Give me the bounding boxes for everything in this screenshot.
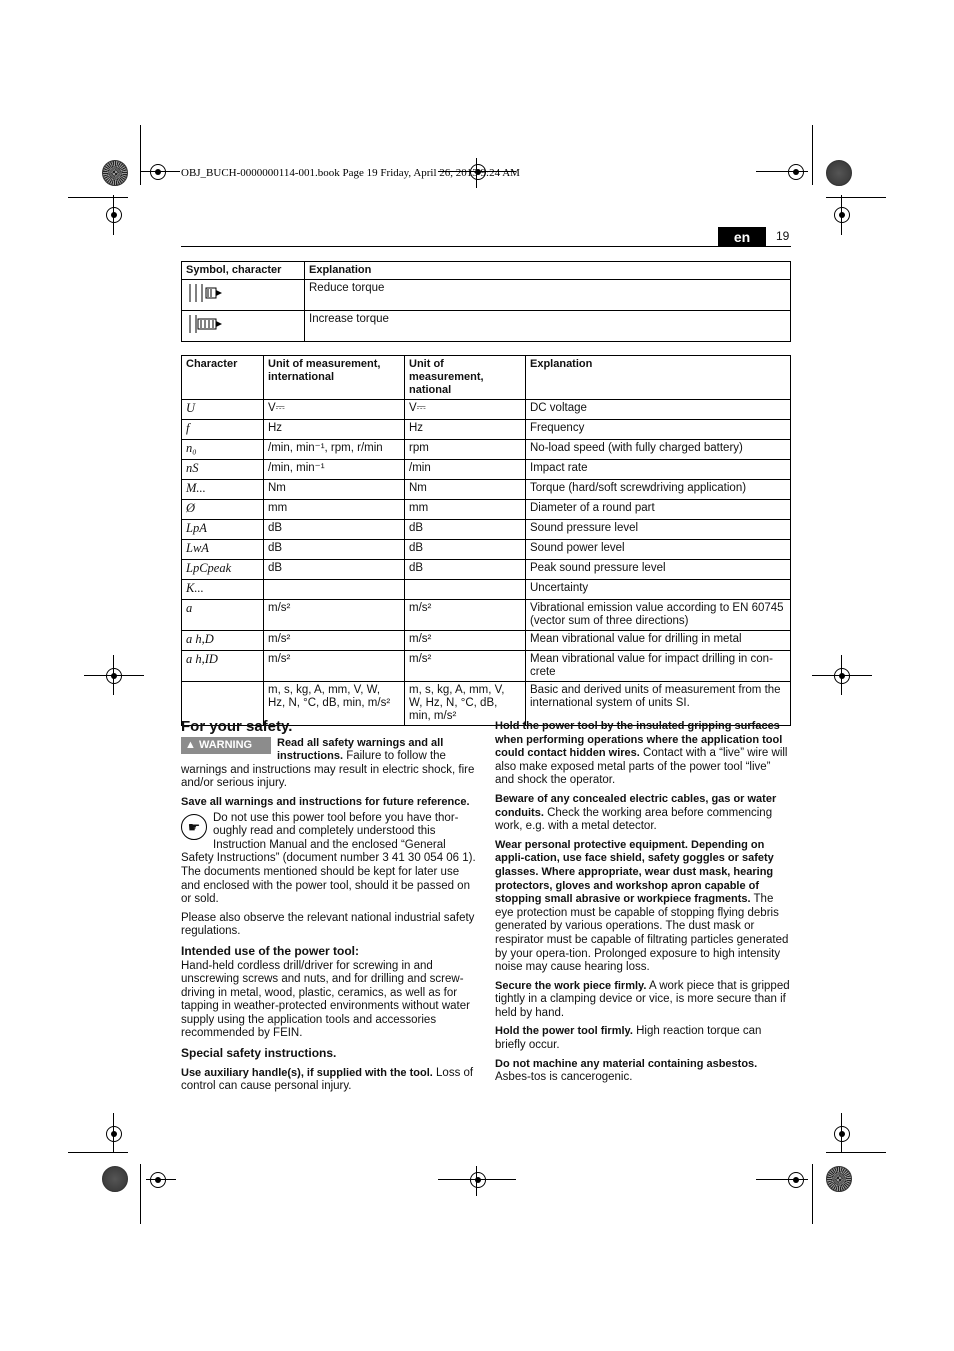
registration-mark-icon (106, 668, 122, 684)
table-cell: rpm (405, 440, 526, 460)
manual-paragraph (181, 812, 477, 907)
table-cell: Diameter of a round part (526, 500, 791, 520)
table-row (182, 560, 791, 580)
table-row (182, 500, 791, 520)
safety-paragraph-5 (495, 1025, 791, 1052)
crop-line (476, 1166, 477, 1196)
subheading-intended-use: Intended use of the power tool: (181, 943, 359, 958)
table-cell: Basic and derived units of measurement from the international system of units SI. (526, 682, 791, 726)
table-row (182, 580, 791, 600)
table-cell: V⎓ (264, 400, 405, 420)
table-header-row (182, 262, 791, 280)
subheading-special-safety: Special safety instructions. (181, 1046, 337, 1061)
table-cell: dB (264, 540, 405, 560)
registration-mark-icon (834, 207, 850, 223)
paragraph-text: The eye protection must be capable of stopping flying debris generated by various operations. The dust mask or respirator must be capable of filtrating particles generated by your opera-tion. Prolonged exposure to high intensity noise may cause hearing loss. (495, 893, 789, 974)
table-row (182, 480, 791, 500)
character-cell: LwA (182, 540, 264, 560)
table-cell: m/s² (405, 651, 526, 682)
registration-mark-icon (788, 1172, 804, 1188)
aux-handle-bold: Use auxiliary handle(s), if supplied with the tool. (181, 1066, 433, 1079)
crop-line (438, 1179, 516, 1180)
table-cell: Nm (264, 480, 405, 500)
increase-torque-icon (186, 313, 226, 335)
table-cell: Mean vibrational value for impact drilling in con-crete (526, 651, 791, 682)
character-cell: LpCpeak (182, 560, 264, 580)
table-header: Explanation (305, 262, 791, 280)
table-cell: mm (405, 500, 526, 520)
registration-mark-icon (106, 207, 122, 223)
header-rule (181, 246, 791, 247)
character-cell: a h,ID (182, 651, 264, 682)
table-row (182, 280, 791, 311)
warning-triangle-icon: ▲ (185, 738, 196, 751)
table-row (182, 651, 791, 682)
table-header: Symbol, character (182, 262, 305, 280)
safety-paragraph-4 (495, 980, 791, 1021)
character-cell: a (182, 600, 264, 631)
crop-line (826, 197, 886, 198)
table-cell: m/s² (264, 600, 405, 631)
units-table (181, 355, 791, 726)
crop-line (841, 195, 842, 235)
table-header: Unit of measurement, national (405, 356, 526, 400)
crop-line (841, 1113, 842, 1153)
paragraph-text: A work piece that is gripped tightly in a clamping device or vice, is more secure than if held by hand. (495, 979, 790, 1019)
right-column (495, 720, 791, 1090)
table-header-row (182, 356, 791, 400)
national-paragraph: Please also observe the relevant national industrial safety regulations. (181, 911, 475, 938)
color-rose-mark (102, 160, 128, 186)
table-cell: m, s, kg, A, mm, V, W, Hz, N, °C, dB, min, m/s² (405, 682, 526, 726)
color-rose-mark (102, 1166, 128, 1192)
table-cell: dB (405, 520, 526, 540)
table-cell: Sound pressure level (526, 520, 791, 540)
aux-handle-paragraph (181, 1067, 477, 1094)
table-cell: /min (405, 460, 526, 480)
table-cell: Peak sound pressure level (526, 560, 791, 580)
registration-mark-icon (470, 1172, 486, 1188)
table-row (182, 440, 791, 460)
table-header: Explanation (526, 356, 791, 400)
character-cell: a h,D (182, 631, 264, 651)
crop-line (812, 675, 872, 676)
crop-line (756, 1179, 808, 1180)
table-cell: Sound power level (526, 540, 791, 560)
table-cell: /min, min⁻¹ (264, 460, 405, 480)
crop-line (812, 125, 813, 185)
character-cell: n₀ (182, 440, 264, 460)
table-cell: Frequency (526, 420, 791, 440)
table-row (182, 540, 791, 560)
read-manual-icon: ☛ (181, 814, 207, 840)
print-header: OBJ_BUCH-0000000114-001.book Page 19 Friday, April 26, 2013 9:24 AM (181, 167, 520, 179)
table-header: Unit of measurement, international (264, 356, 405, 400)
table-cell: m/s² (264, 651, 405, 682)
intended-use-paragraph: Hand-held cordless drill/driver for screwing in and unscrewing screws and nuts, and for drilling and screw-driving in metal, wood, plastic, ceramics, as well as for tapping in weather-protected environments without water supply using the application tools and accessories recommended by FEIN. (181, 959, 470, 1040)
table-cell: No-load speed (with fully charged battery) (526, 440, 791, 460)
table-cell: Nm (405, 480, 526, 500)
crop-line (756, 171, 808, 172)
registration-mark-icon (834, 668, 850, 684)
crop-line (113, 1113, 114, 1153)
table-row (182, 631, 791, 651)
safety-paragraph-6 (495, 1058, 791, 1085)
character-cell: U (182, 400, 264, 420)
table-cell: dB (264, 560, 405, 580)
color-rose-mark (826, 160, 852, 186)
reduce-torque-icon (186, 282, 226, 304)
paragraph-bold: Secure the work piece firmly. (495, 979, 647, 992)
save-instructions: Save all warnings and instructions for future reference. (181, 795, 470, 808)
table-cell (182, 311, 305, 342)
language-tab: en (718, 227, 766, 247)
warning-text: Failure to follow the warnings and instructions may result in electric shock, fire and/or serious injury. (181, 750, 475, 790)
character-cell: LpA (182, 520, 264, 540)
paragraph-text: Contact with a “live” wire will also make exposed metal parts of the power tool “live” and shock the operator. (495, 747, 788, 787)
table-cell (182, 280, 305, 311)
crop-line (84, 675, 144, 676)
page-number: 19 (776, 229, 790, 243)
table-cell: m/s² (405, 600, 526, 631)
table-cell: V⎓ (405, 400, 526, 420)
paragraph-text: Asbes-tos is cancerogenic. (495, 1071, 633, 1084)
table-row (182, 520, 791, 540)
crop-line (140, 171, 180, 172)
table-cell (264, 580, 405, 600)
paragraph-bold: Do not machine any material containing asbestos. (495, 1057, 758, 1070)
table-row (182, 600, 791, 631)
manual-text: Do not use this power tool before you have thor-oughly read and completely understood this Instruction Manual and the enclosed “General Safety Instructions” (document number 3 41 30 054 06 1). The documents mentioned should be kept for later use and enclosed with the power tool, should it be passed on or sold. (181, 811, 476, 906)
paragraph-bold: Beware of any concealed electric cables, gas or water conduits. (495, 792, 777, 819)
table-cell: Uncertainty (526, 580, 791, 600)
table-cell: Torque (hard/soft screwdriving application) (526, 480, 791, 500)
warning-bold: Read all safety warnings and all instructions. (277, 736, 444, 763)
registration-mark-icon (788, 164, 804, 180)
table-cell: dB (405, 540, 526, 560)
table-cell: Reduce torque (305, 280, 791, 311)
table-header: Character (182, 356, 264, 400)
character-cell: nS (182, 460, 264, 480)
paragraph-text: Check the working area before commencing work, e.g. with a metal detector. (495, 806, 773, 833)
table-cell: /min, min⁻¹, rpm, r/min (264, 440, 405, 460)
table-cell: Hz (405, 420, 526, 440)
table-cell: Vibrational emission value according to EN 60745 (vector sum of three directions) (526, 600, 791, 631)
crop-line (113, 655, 114, 695)
registration-mark-icon (150, 1172, 166, 1188)
registration-mark-icon (106, 1126, 122, 1142)
section-heading: For your safety. (181, 718, 293, 735)
table-cell (405, 580, 526, 600)
crop-line (841, 655, 842, 695)
warning-label: WARNING (198, 738, 253, 751)
safety-paragraph-2 (495, 793, 791, 834)
crop-line (68, 197, 128, 198)
table-cell: Hz (264, 420, 405, 440)
paragraph-bold: Hold the power tool firmly. (495, 1025, 633, 1038)
table-cell: Mean vibrational value for drilling in metal (526, 631, 791, 651)
table-row (182, 420, 791, 440)
table-cell: mm (264, 500, 405, 520)
character-cell: Ø (182, 500, 264, 520)
safety-paragraph-1 (495, 720, 791, 788)
warning-paragraph (181, 737, 477, 791)
table-cell: Increase torque (305, 311, 791, 342)
character-cell: f (182, 420, 264, 440)
crop-line (113, 195, 114, 235)
table-row (182, 400, 791, 420)
table-cell: m/s² (405, 631, 526, 651)
paragraph-text: High reaction torque can briefly occur. (495, 1025, 762, 1052)
registration-mark-icon (150, 164, 166, 180)
registration-mark-icon (834, 1126, 850, 1142)
warning-badge (181, 737, 271, 754)
character-cell: M... (182, 480, 264, 500)
crop-line (140, 125, 141, 185)
table-cell: DC voltage (526, 400, 791, 420)
table-row (182, 460, 791, 480)
crop-line (812, 1164, 813, 1224)
crop-line (146, 1179, 176, 1180)
character-cell: K... (182, 580, 264, 600)
table-cell: Impact rate (526, 460, 791, 480)
crop-line (826, 1152, 886, 1153)
units-table-body (182, 400, 791, 726)
safety-paragraph-3 (495, 839, 791, 975)
table-cell: m, s, kg, A, mm, V, W, Hz, N, °C, dB, min, m/s² (264, 682, 405, 726)
table-row (182, 311, 791, 342)
table-cell: m/s² (264, 631, 405, 651)
paragraph-bold: Wear personal protective equipment. Depending on appli-cation, use face shield, safety goggles or safety glasses. Where appropriate, wear dust mask, hearing protectors, gloves and workshop apron capable of stopping small abrasive or workpiece fragments. (495, 838, 774, 906)
table-cell: dB (264, 520, 405, 540)
crop-line (140, 1164, 141, 1224)
symbols-table (181, 261, 791, 342)
color-rose-mark (826, 1166, 852, 1192)
paragraph-bold: Hold the power tool by the insulated gripping surfaces when performing operations where the application tool could contact hidden wires. (495, 720, 783, 760)
aux-handle-text: Loss of control can cause personal injury. (181, 1066, 474, 1093)
table-cell: dB (405, 560, 526, 580)
crop-line (68, 1152, 128, 1153)
left-column (181, 720, 477, 1099)
